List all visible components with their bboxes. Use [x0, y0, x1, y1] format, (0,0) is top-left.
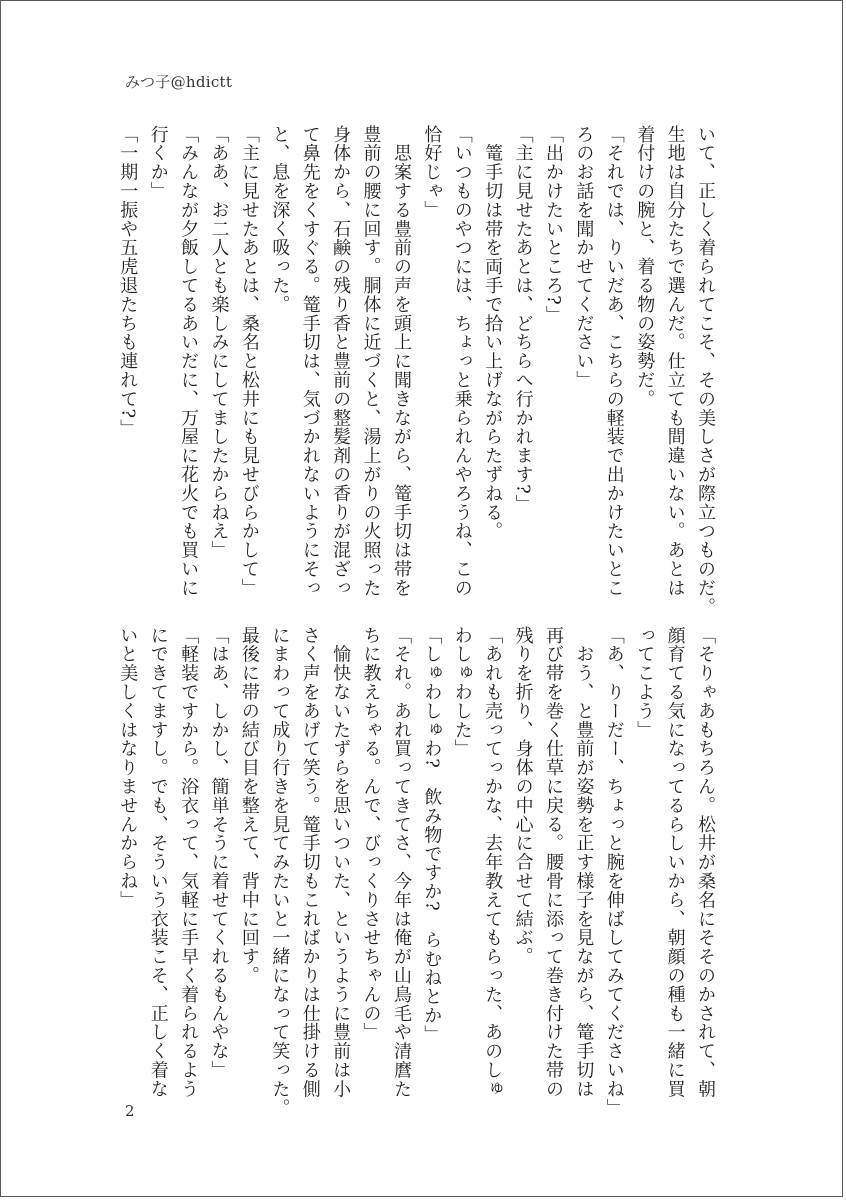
text-line: 「そりゃあもちろん。松井が桑名にそそのかされて、朝 — [695, 626, 716, 1099]
text-line: 「ああ、お二人とも楽しみにしてましたからねえ」 — [208, 125, 230, 560]
text-line: 「あ、りーだー、ちょっと腕を伸ばしてみてくださいね」 — [603, 626, 625, 1118]
text-line: おう、と豊前が姿勢を正す様子を見ながら、篭手切は — [573, 626, 595, 1099]
text-line: 篭手切は帯を両手で拾い上げながらたずねる。 — [482, 125, 504, 541]
author-credit: みつ子@hdictt — [125, 73, 233, 91]
text-line: ちに教えちゃる。んで、びっくりさせちゃんの」 — [360, 626, 382, 1042]
text-line: 「いつものやつには、ちょっと乗られんやろうね、この — [451, 125, 473, 598]
text-line: 思案する豊前の声を頭上に聞きながら、篭手切は帯を — [390, 125, 412, 598]
text-line: 「主に見せたあとは、どちらへ行かれます?」 — [512, 125, 534, 514]
text-line: 「それ。あれ買ってきてさ、今年は俺が山鳥毛や清麿た — [390, 626, 412, 1099]
text-line: 豊前の腰に回す。胴体に近づくと、湯上がりの火照った — [360, 125, 382, 598]
text-line: 身体から、石鹸の残り香と豊前の整髪剤の香りが混ざっ — [330, 125, 352, 598]
text-line: 最後に帯の結び目を整えて、背中に回す。 — [238, 626, 260, 986]
text-line: 「軽装ですから。浴衣って、気軽に手早く着られるよう — [178, 626, 200, 1099]
text-block-upper — [117, 125, 720, 617]
text-line: 「あれも売ってっかな、去年教えてもらった、あのしゅ — [482, 626, 504, 1099]
page-number: 2 — [125, 1102, 135, 1120]
text-line: 愉快ないたずらを思いついた、というように豊前は小 — [330, 626, 352, 1099]
text-line: 「みんなが夕飯してるあいだに、万屋に花火でも買いに — [178, 125, 200, 598]
text-line: 行くか」 — [147, 125, 169, 201]
text-line: 「それでは、りいだあ、こちらの軽装で出かけたいとこ — [603, 125, 625, 598]
text-line: 「主に見せたあとは、桑名と松井にも見せびらかして」 — [238, 125, 260, 598]
text-line: 生地は自分たちで選んだ。仕立ても間違いない。あとは — [664, 125, 686, 598]
text-line: と、息を深く吸った。 — [269, 125, 291, 314]
text-line: 残りを折り、身体の中心に合せて結ぶ。 — [512, 626, 534, 967]
text-line: 顔育てる気になってるらしいから、朝顔の種も一緒に買 — [664, 626, 686, 1099]
text-line: 「出かけたいところ?」 — [542, 125, 564, 325]
text-line: にできてますし。でも、そういう衣装こそ、正しく着な — [147, 626, 169, 1099]
text-line: 再び帯を巻く仕草に戻る。腰骨に添って巻き付けた帯の — [542, 626, 564, 1099]
text-line: 恰好じゃ」 — [421, 125, 443, 220]
text-line: 「しゅわしゅわ? 飲み物ですか? らむねとか」 — [421, 626, 443, 1045]
text-line: 着付けの腕と、着る物の姿勢だ。 — [634, 125, 656, 409]
text-line: て鼻先をくすぐる。篭手切は、気づかれないようにそっ — [299, 125, 321, 598]
text-line: いて、正しく着られてこそ、その美しさが際立つものだ。 — [695, 125, 716, 617]
text-line: いと美しくはなりませんからね」 — [117, 626, 139, 910]
text-line: ってこよう」 — [634, 626, 656, 740]
text-line: さく声をあげて笑う。篭手切もこればかりは仕掛ける側 — [299, 626, 321, 1099]
text-line: 「はあ、しかし、簡単そうに着せてくれるもんやな」 — [208, 626, 230, 1080]
text-line: にまわって成り行きを見てみたいと一緒になって笑った。 — [269, 626, 291, 1118]
text-line: 「一期一振や五虎退たちも連れて?」 — [117, 125, 139, 438]
text-line: わしゅわした」 — [451, 626, 473, 759]
text-block-lower — [117, 626, 720, 1118]
text-line: ろのお話を聞かせてください」 — [573, 125, 595, 390]
